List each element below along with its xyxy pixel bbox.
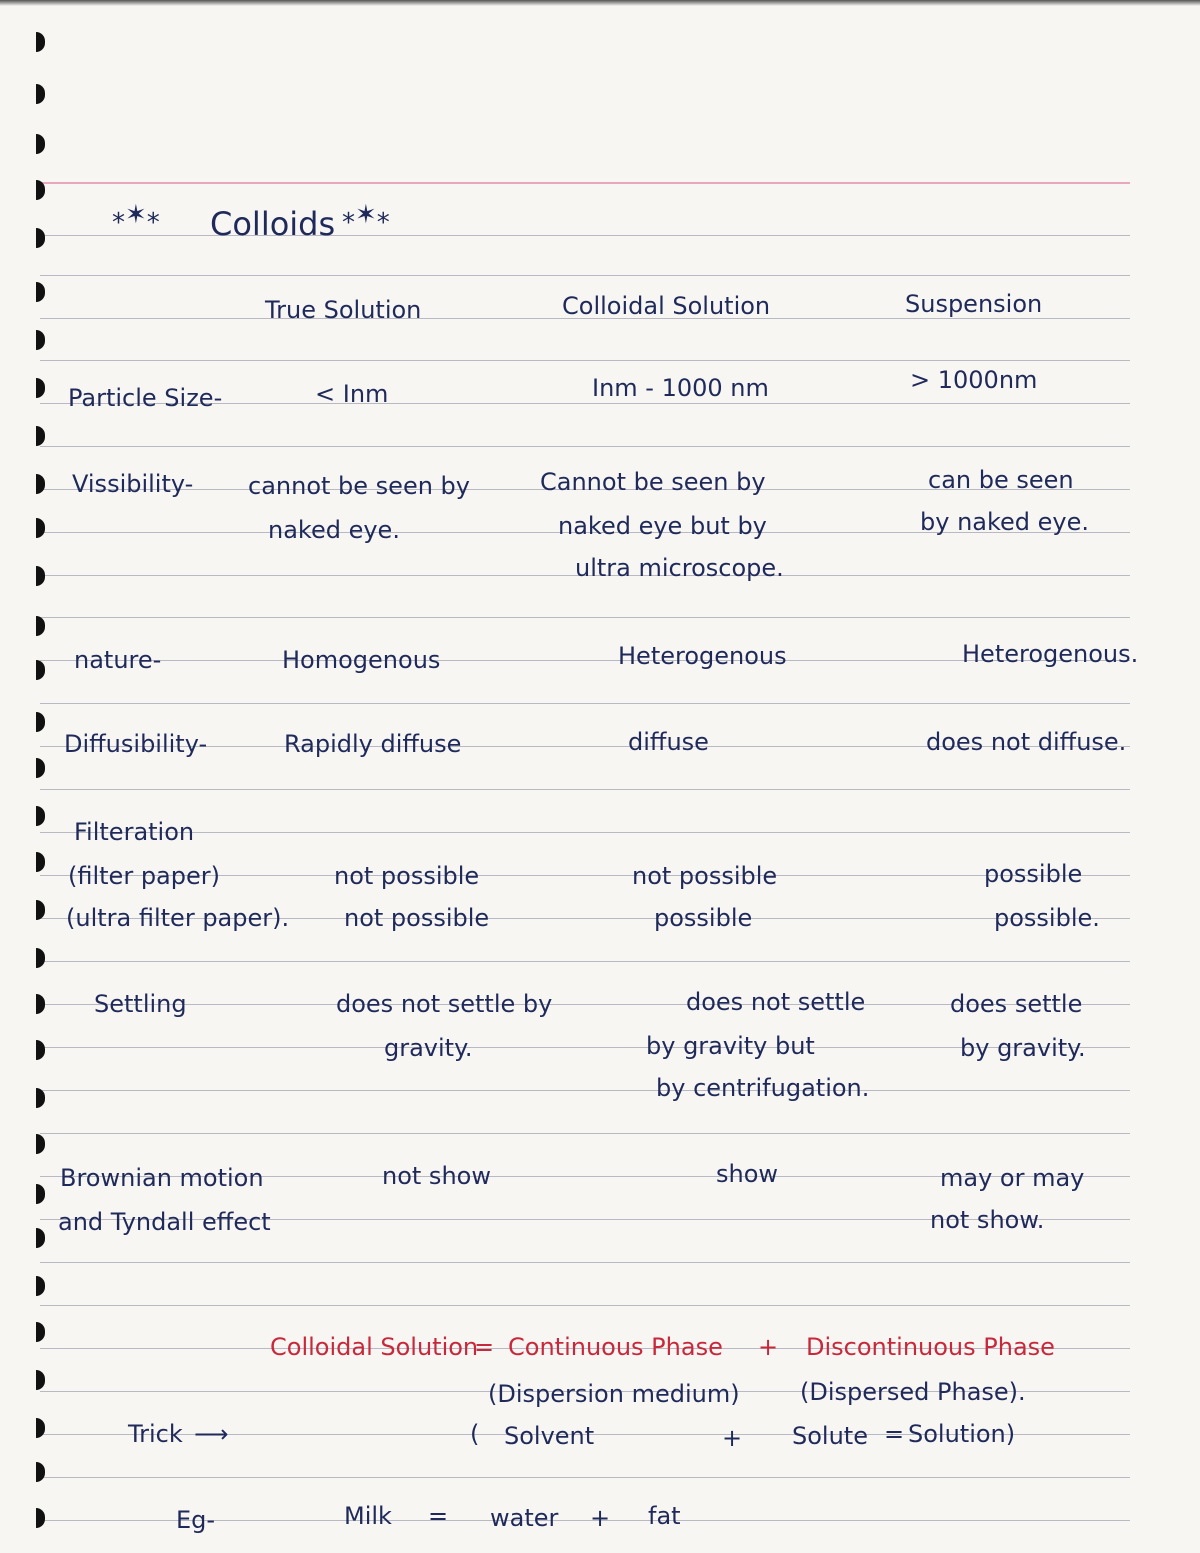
binder-hole <box>36 660 45 680</box>
note-term: Discontinuous Phase <box>806 1333 1055 1361</box>
ruled-line <box>40 961 1130 962</box>
ruled-line <box>40 235 1130 236</box>
table-cell: not show <box>382 1162 491 1190</box>
table-cell: may or may <box>940 1164 1085 1192</box>
note-symbol: = <box>884 1420 905 1448</box>
ruled-line <box>40 703 1130 704</box>
row-label: and Tyndall effect <box>58 1208 271 1236</box>
binder-hole <box>36 1184 45 1204</box>
binder-hole <box>36 948 45 968</box>
table-cell: Homogenous <box>282 646 441 674</box>
note-term: Continuous Phase <box>508 1333 723 1361</box>
binder-hole <box>36 474 45 494</box>
table-cell: by gravity but <box>646 1032 815 1060</box>
binder-hole <box>36 900 45 920</box>
binder-hole <box>36 1228 45 1248</box>
table-cell: does not settle by <box>336 990 553 1018</box>
table-cell: naked eye but by <box>558 512 767 540</box>
row-label: nature- <box>74 646 162 674</box>
binder-hole <box>36 228 45 248</box>
note-symbol: = <box>474 1333 495 1361</box>
note-symbol: + <box>758 1333 779 1361</box>
binder-hole <box>36 1134 45 1154</box>
note-symbol: ( <box>470 1420 480 1448</box>
table-cell: not possible <box>334 862 480 890</box>
row-label: Diffusibility- <box>64 730 208 758</box>
table-cell: cannot be seen by <box>248 472 470 500</box>
table-cell: can be seen <box>928 466 1074 494</box>
row-label: Filteration <box>74 818 195 846</box>
note-term: Solute <box>792 1422 868 1450</box>
binder-hole <box>36 378 45 398</box>
column-header: Colloidal Solution <box>562 292 771 320</box>
table-cell: not show. <box>930 1206 1045 1234</box>
binder-hole <box>36 282 45 302</box>
sparkle-icon: ⁎✶⁎ <box>112 200 160 230</box>
ruled-line <box>40 832 1130 833</box>
binder-hole <box>36 758 45 778</box>
binder-hole <box>36 134 45 154</box>
table-cell: does not settle <box>686 988 866 1016</box>
ruled-line <box>40 446 1130 447</box>
table-cell: Heterogenous <box>618 642 787 670</box>
ruled-line <box>40 360 1130 361</box>
binder-hole <box>36 1418 45 1438</box>
table-cell: not possible <box>344 904 490 932</box>
column-header: True Solution <box>265 296 422 324</box>
binder-hole <box>36 806 45 826</box>
binder-hole <box>36 518 45 538</box>
row-label: Settling <box>94 990 187 1018</box>
note-symbol: = <box>428 1502 449 1530</box>
ruled-line <box>40 617 1130 618</box>
note-term: (Dispersion medium) <box>488 1380 740 1408</box>
ruled-line <box>40 789 1130 790</box>
table-cell: naked eye. <box>268 516 400 544</box>
row-label: (filter paper) <box>68 862 220 890</box>
ruled-line <box>40 1262 1130 1263</box>
binder-hole <box>36 852 45 872</box>
note-term: water <box>490 1504 559 1532</box>
page-title: Colloids <box>210 205 336 243</box>
table-cell: Heterogenous. <box>962 640 1139 668</box>
table-cell: by gravity. <box>960 1034 1086 1062</box>
margin-line <box>40 182 1130 184</box>
table-cell: gravity. <box>384 1034 473 1062</box>
binder-hole <box>36 1040 45 1060</box>
note-symbol: + <box>590 1504 611 1532</box>
table-cell: Rapidly diffuse <box>284 730 462 758</box>
table-cell: does settle <box>950 990 1083 1018</box>
table-cell: Cannot be seen by <box>540 468 766 496</box>
binder-hole <box>36 426 45 446</box>
arrow-icon: ⟶ <box>194 1420 229 1448</box>
note-term: Milk <box>344 1502 392 1530</box>
row-label: Vissibility- <box>72 470 194 498</box>
note-term: Solvent <box>504 1422 595 1450</box>
binder-hole <box>36 1462 45 1482</box>
table-cell: possible <box>984 860 1083 888</box>
binder-hole <box>36 712 45 732</box>
binder-hole <box>36 616 45 636</box>
table-cell: not possible <box>632 862 778 890</box>
note-term: Colloidal Solution <box>270 1333 479 1361</box>
binder-hole <box>36 1508 45 1528</box>
binder-hole <box>36 1322 45 1342</box>
table-cell: Inm - 1000 nm <box>592 374 769 402</box>
binder-hole <box>36 566 45 586</box>
table-cell: by naked eye. <box>920 508 1090 536</box>
row-label: Brownian motion <box>60 1164 264 1192</box>
row-label: Particle Size- <box>68 384 223 412</box>
binder-hole <box>36 1276 45 1296</box>
binder-hole <box>36 84 45 104</box>
table-cell: < Inm <box>315 380 389 408</box>
ruled-line <box>40 1090 1130 1091</box>
table-cell: does not diffuse. <box>926 728 1127 756</box>
note-term: Solution) <box>908 1420 1016 1448</box>
ruled-line <box>40 1133 1130 1134</box>
note-term: fat <box>648 1502 681 1530</box>
ruled-line <box>40 275 1130 276</box>
column-header: Suspension <box>905 290 1043 318</box>
example-label: Eg- <box>176 1506 216 1534</box>
binder-hole <box>36 1370 45 1390</box>
binder-hole <box>36 32 45 52</box>
trick-label: Trick <box>128 1420 183 1448</box>
binder-hole <box>36 330 45 350</box>
table-cell: possible. <box>994 904 1100 932</box>
table-cell: show <box>716 1160 779 1188</box>
sparkle-icon: ⁎✶⁎ <box>342 200 390 230</box>
table-cell: possible <box>654 904 753 932</box>
note-term: (Dispersed Phase). <box>800 1378 1026 1406</box>
table-cell: > 1000nm <box>910 366 1038 394</box>
page-top-edge <box>0 0 1200 6</box>
binder-hole <box>36 994 45 1014</box>
ruled-line <box>40 1477 1130 1478</box>
table-cell: by centrifugation. <box>656 1074 870 1102</box>
row-label: (ultra filter paper). <box>66 904 290 932</box>
note-symbol: + <box>722 1424 743 1452</box>
table-cell: ultra microscope. <box>575 554 784 582</box>
ruled-line <box>40 1305 1130 1306</box>
binder-hole <box>36 1088 45 1108</box>
table-cell: diffuse <box>628 728 709 756</box>
